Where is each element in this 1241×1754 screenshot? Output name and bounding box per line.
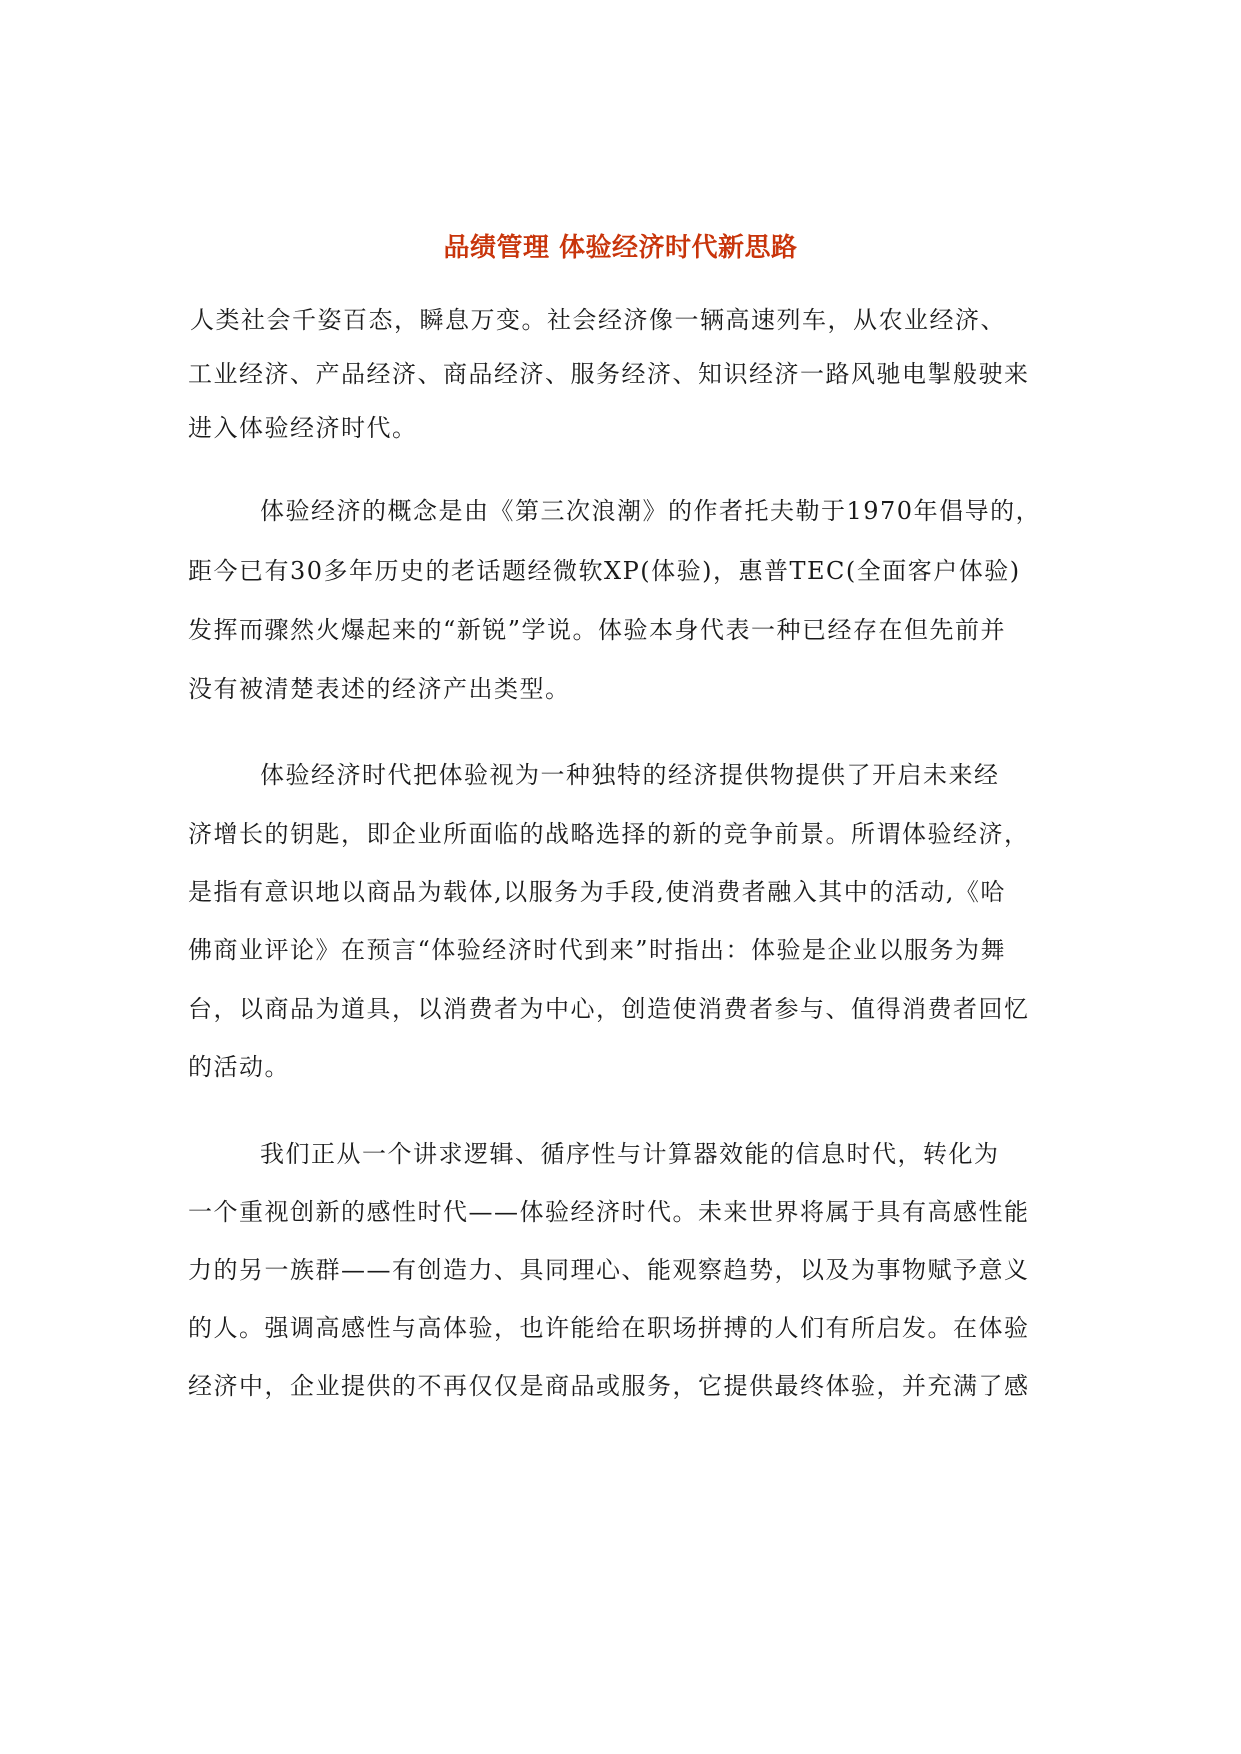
document-title: 品绩管理 体验经济时代新思路 xyxy=(443,233,798,263)
paragraph-4-line-1: 我们正从一个讲求逻辑、循序性与计算器效能的信息时代，转化为 xyxy=(260,1140,1000,1168)
paragraph-4-line-5: 经济中，企业提供的不再仅仅是商品或服务，它提供最终体验，并充满了感 xyxy=(188,1372,1030,1400)
paragraph-2-line-2: 距今已有30多年历史的老话题经微软XP(体验)，惠普TEC(全面客户体验) xyxy=(188,557,1021,585)
paragraph-2-line-4: 没有被清楚表述的经济产出类型。 xyxy=(188,675,571,703)
paragraph-3-line-3: 是指有意识地以商品为载体,以服务为手段,使消费者融入其中的活动,《哈 xyxy=(188,878,1006,906)
paragraph-2-line-3: 发挥而骤然火爆起来的“新锐”学说。体验本身代表一种已经存在但先前并 xyxy=(188,616,1007,644)
paragraph-4-line-3: 力的另一族群——有创造力、具同理心、能观察趋势，以及为事物赋予意义 xyxy=(188,1256,1030,1284)
paragraph-3-line-2: 济增长的钥匙，即企业所面临的战略选择的新的竞争前景。所谓体验经济， xyxy=(188,820,1030,848)
paragraph-1-line-2: 工业经济、产品经济、商品经济、服务经济、知识经济一路风驰电掣般驶来 xyxy=(188,360,1030,388)
paragraph-4-line-4: 的人。强调高感性与高体验，也许能给在职场拼搏的人们有所启发。在体验 xyxy=(188,1314,1030,1342)
paragraph-3-line-4: 佛商业评论》在预言“体验经济时代到来”时指出：体验是企业以服务为舞 xyxy=(188,936,1007,964)
paragraph-1-line-1: 人类社会千姿百态，瞬息万变。社会经济像一辆高速列车，从农业经济、 xyxy=(190,306,1006,334)
paragraph-1-line-3: 进入体验经济时代。 xyxy=(188,414,418,442)
paragraph-2-line-1: 体验经济的概念是由《第三次浪潮》的作者托夫勒于1970年倡导的， xyxy=(260,497,1042,525)
paragraph-4-line-2: 一个重视创新的感性时代——体验经济时代。未来世界将属于具有高感性能 xyxy=(188,1198,1030,1226)
paragraph-3-line-5: 台，以商品为道具，以消费者为中心，创造使消费者参与、值得消费者回忆 xyxy=(188,995,1030,1023)
paragraph-3-line-6: 的活动。 xyxy=(188,1053,290,1081)
paragraph-3-line-1: 体验经济时代把体验视为一种独特的经济提供物提供了开启未来经 xyxy=(260,761,1000,789)
